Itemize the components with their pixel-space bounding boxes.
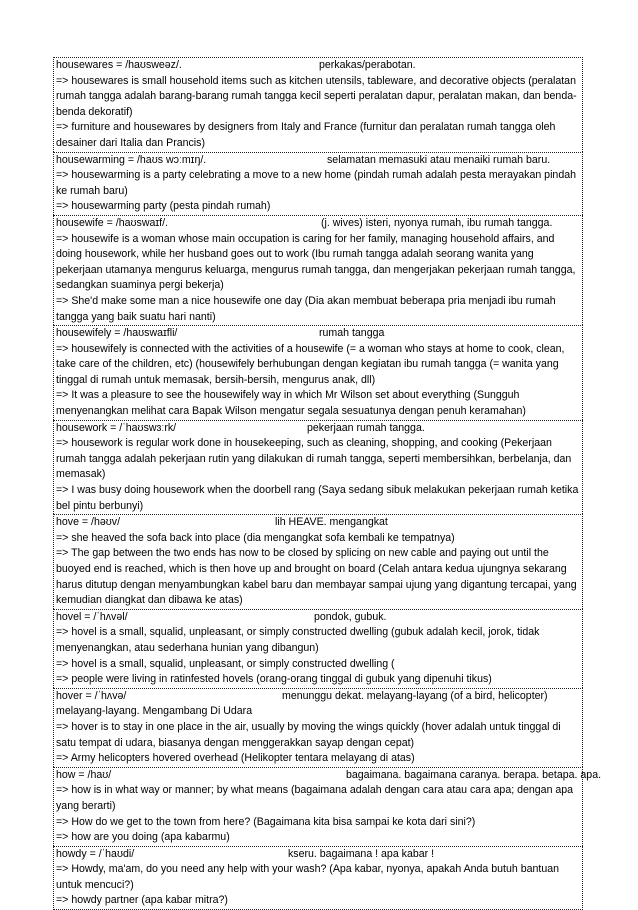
entry-housewife (53, 215, 583, 325)
entry-headword (56, 515, 580, 531)
headword-meaning: perkakas/perabotan. (319, 59, 416, 71)
headword-meaning: kseru. bagaimana ! apa kabar ! (288, 847, 435, 860)
headword-pronunciation: how = /haʊ/ (56, 768, 112, 781)
headword-meaning: selamatan memasuki atau menaiki rumah baru. (327, 153, 551, 166)
headword-pronunciation: housewares = /haʊsweəz/. (56, 59, 182, 71)
headword-meaning: menunggu dekat. melayang-layang (of a bird, helicopter) (282, 689, 548, 702)
headword-meaning: rumah tangga (319, 327, 385, 340)
headword-meaning: (j. wives) isteri, nyonya rumah, ibu rumah tangga. (321, 216, 553, 229)
entry-headword (56, 610, 580, 626)
entry-line: => housewarming party (pesta pindah rumah) (56, 200, 271, 213)
entry-line: => furniture and housewares by designers from Italy and France (furnitur dan peralatan rumah tangga oleh desainer dari Italia dan Prancis) (56, 121, 556, 149)
headword-pronunciation: howdy = /ˈhaʊdi/ (56, 847, 135, 860)
entry-line: => It was a pleasure to see the housewifely way in which Mr Wilson set about everything (Sungguh menyenangkan melihat cara Bapak Wilson mengatur segala sesuatunya dengan penuh keramahan) (56, 389, 526, 418)
entry-headword (56, 689, 580, 705)
entry-line: => people were living in ratinfested hovels (orang-orang tinggal di gubuk yang dipenuhi tikus) (56, 673, 492, 686)
entry-housewarming (53, 152, 583, 215)
entry-headword (56, 768, 602, 784)
headword-pronunciation: hover = /ˈhʌvə/ (56, 689, 127, 702)
headword-meaning: pekerjaan rumah tangga. (307, 421, 425, 434)
entry-headword (56, 216, 580, 232)
headword-pronunciation: housewarming = /haʊs wɔːmɪŋ/. (56, 153, 207, 166)
entry-hover (53, 688, 583, 767)
entry-line: => how are you doing (apa kabarmu) (56, 831, 230, 844)
entry-headword (56, 153, 580, 169)
entry-line: => housewifely is connected with the activities of a housewife (= a woman who stays at home to cook, clean, take care of the children, etc) (housewifely berhubungan dengan kegiatan ibu rumah tangga (= wanita yang tinggal di rumah untuk memasak, bersih-bersih, mengurus anak, dll) (56, 342, 565, 386)
headword-pronunciation: hove = /həʊv/ (56, 516, 121, 529)
dictionary-page (53, 57, 602, 910)
entry-line: => howdy partner (apa kabar mitra?) (56, 894, 228, 907)
entry-headword (56, 326, 580, 342)
entry-line: => housewarming is a party celebrating a move to a new home (pindah rumah adalah pesta merayakan pindah ke rumah baru) (56, 169, 576, 197)
entry-hove (53, 514, 583, 609)
entry-housework (53, 420, 583, 515)
entry-line: => housewife is a woman whose main occupation is caring for her family, managing household affairs, and doing housework, while her husband goes out to work (Ibu rumah tangga adalah seorang wanita yang pekerjaan utamanya mengurus keluarga, mengurus rumah tangga, dan mengerjakan pekerjaan rumah tangga, sedangkan suaminya pergi bekerja) (56, 232, 576, 292)
entry-line: melayang-layang. Mengambang Di Udara (56, 705, 253, 718)
entry-line: => hovel is a small, squalid, unpleasant, or simply constructed dwelling (gubuk adalah kecil, jorok, tidak menyenangkan, atau sederhana hunian yang dibangun) (56, 626, 540, 654)
headword-meaning: pondok, gubuk. (314, 610, 387, 623)
headword-pronunciation: housewifely = /haʊswaɪfli/ (56, 327, 178, 340)
entry-line: => Howdy, ma'am, do you need any help with your wash? (Apa kabar, nyonya, apakah Anda butuh bantuan untuk mencuci?) (56, 863, 560, 891)
headword-pronunciation: housewife = /haʊswaɪf/. (56, 216, 168, 229)
entry-line: => I was busy doing housework when the doorbell rang (Saya sedang sibuk melakukan pekerjaan rumah ketika bel pintu berbunyi) (56, 484, 579, 512)
entry-line: => She'd make some man a nice housewife one day (Dia akan membuat beberapa pria menjadi ibu rumah tangga yang baik suatu hari nanti) (56, 294, 556, 323)
entry-line: => How do we get to the town from here? (Bagaimana kita bisa sampai ke kota dari sini?) (56, 815, 476, 828)
entry-line: => hovel is a small, squalid, unpleasant, or simply constructed dwelling ( (56, 657, 395, 670)
entry-housewares (53, 57, 583, 152)
entry-how (53, 767, 602, 846)
entry-line: => how is in what way or manner; by what means (bagaimana adalah dengan cara atau cara apa; dengan apa yang berarti) (56, 784, 574, 812)
entry-headword (56, 58, 580, 74)
entry-line: => she heaved the sofa back into place (dia mengangkat sofa kembali ke tempatnya) (56, 531, 455, 544)
entry-line: => hover is to stay in one place in the air, usually by moving the wings quickly (hover adalah untuk tinggal di satu tempat di udara, biasanya dengan menggerakkan sayap dengan cepat) (56, 720, 561, 749)
entry-howdy (53, 846, 583, 910)
entry-line: => housewares is small household items such as kitchen utensils, tableware, and decorative objects (peralatan rumah tangga adalah barang-barang rumah tangga kecil seperti peralatan dapur, peralatan makan, dan benda-benda dekoratif) (56, 74, 577, 118)
headword-pronunciation: housework = /ˈhaʊswɜːrk/ (56, 421, 177, 434)
entry-housewifely (53, 325, 583, 420)
entry-hovel (53, 609, 583, 688)
headword-pronunciation: hovel = /ˈhʌvəl/ (56, 610, 128, 623)
entry-line: => Army helicopters hovered overhead (Helikopter tentara melayang di atas) (56, 752, 415, 765)
entry-line: => housework is regular work done in housekeeping, such as cleaning, shopping, and cooking (Pekerjaan rumah tangga adalah pekerjaan rutin yang dilakukan di rumah tangga, seperti membersihkan, berbelanja, dan memasak) (56, 437, 572, 481)
entry-headword (56, 421, 580, 437)
headword-meaning: bagaimana. bagaimana caranya. berapa. betapa. apa. (346, 768, 602, 781)
entry-headword (56, 847, 580, 863)
entry-line: => The gap between the two ends has now to be closed by splicing on new cable and paying out until the buoyed end is reached, which is then hove up and brought on board (Celah antara kedua ujungnya sekarang harus ditutup dengan menyambungkan kabel baru dan membayar sampai ujung yang digantung tercapai, yang kemudian diangkat dan dibawa ke atas) (56, 547, 577, 607)
headword-meaning: lih HEAVE. mengangkat (275, 516, 388, 529)
